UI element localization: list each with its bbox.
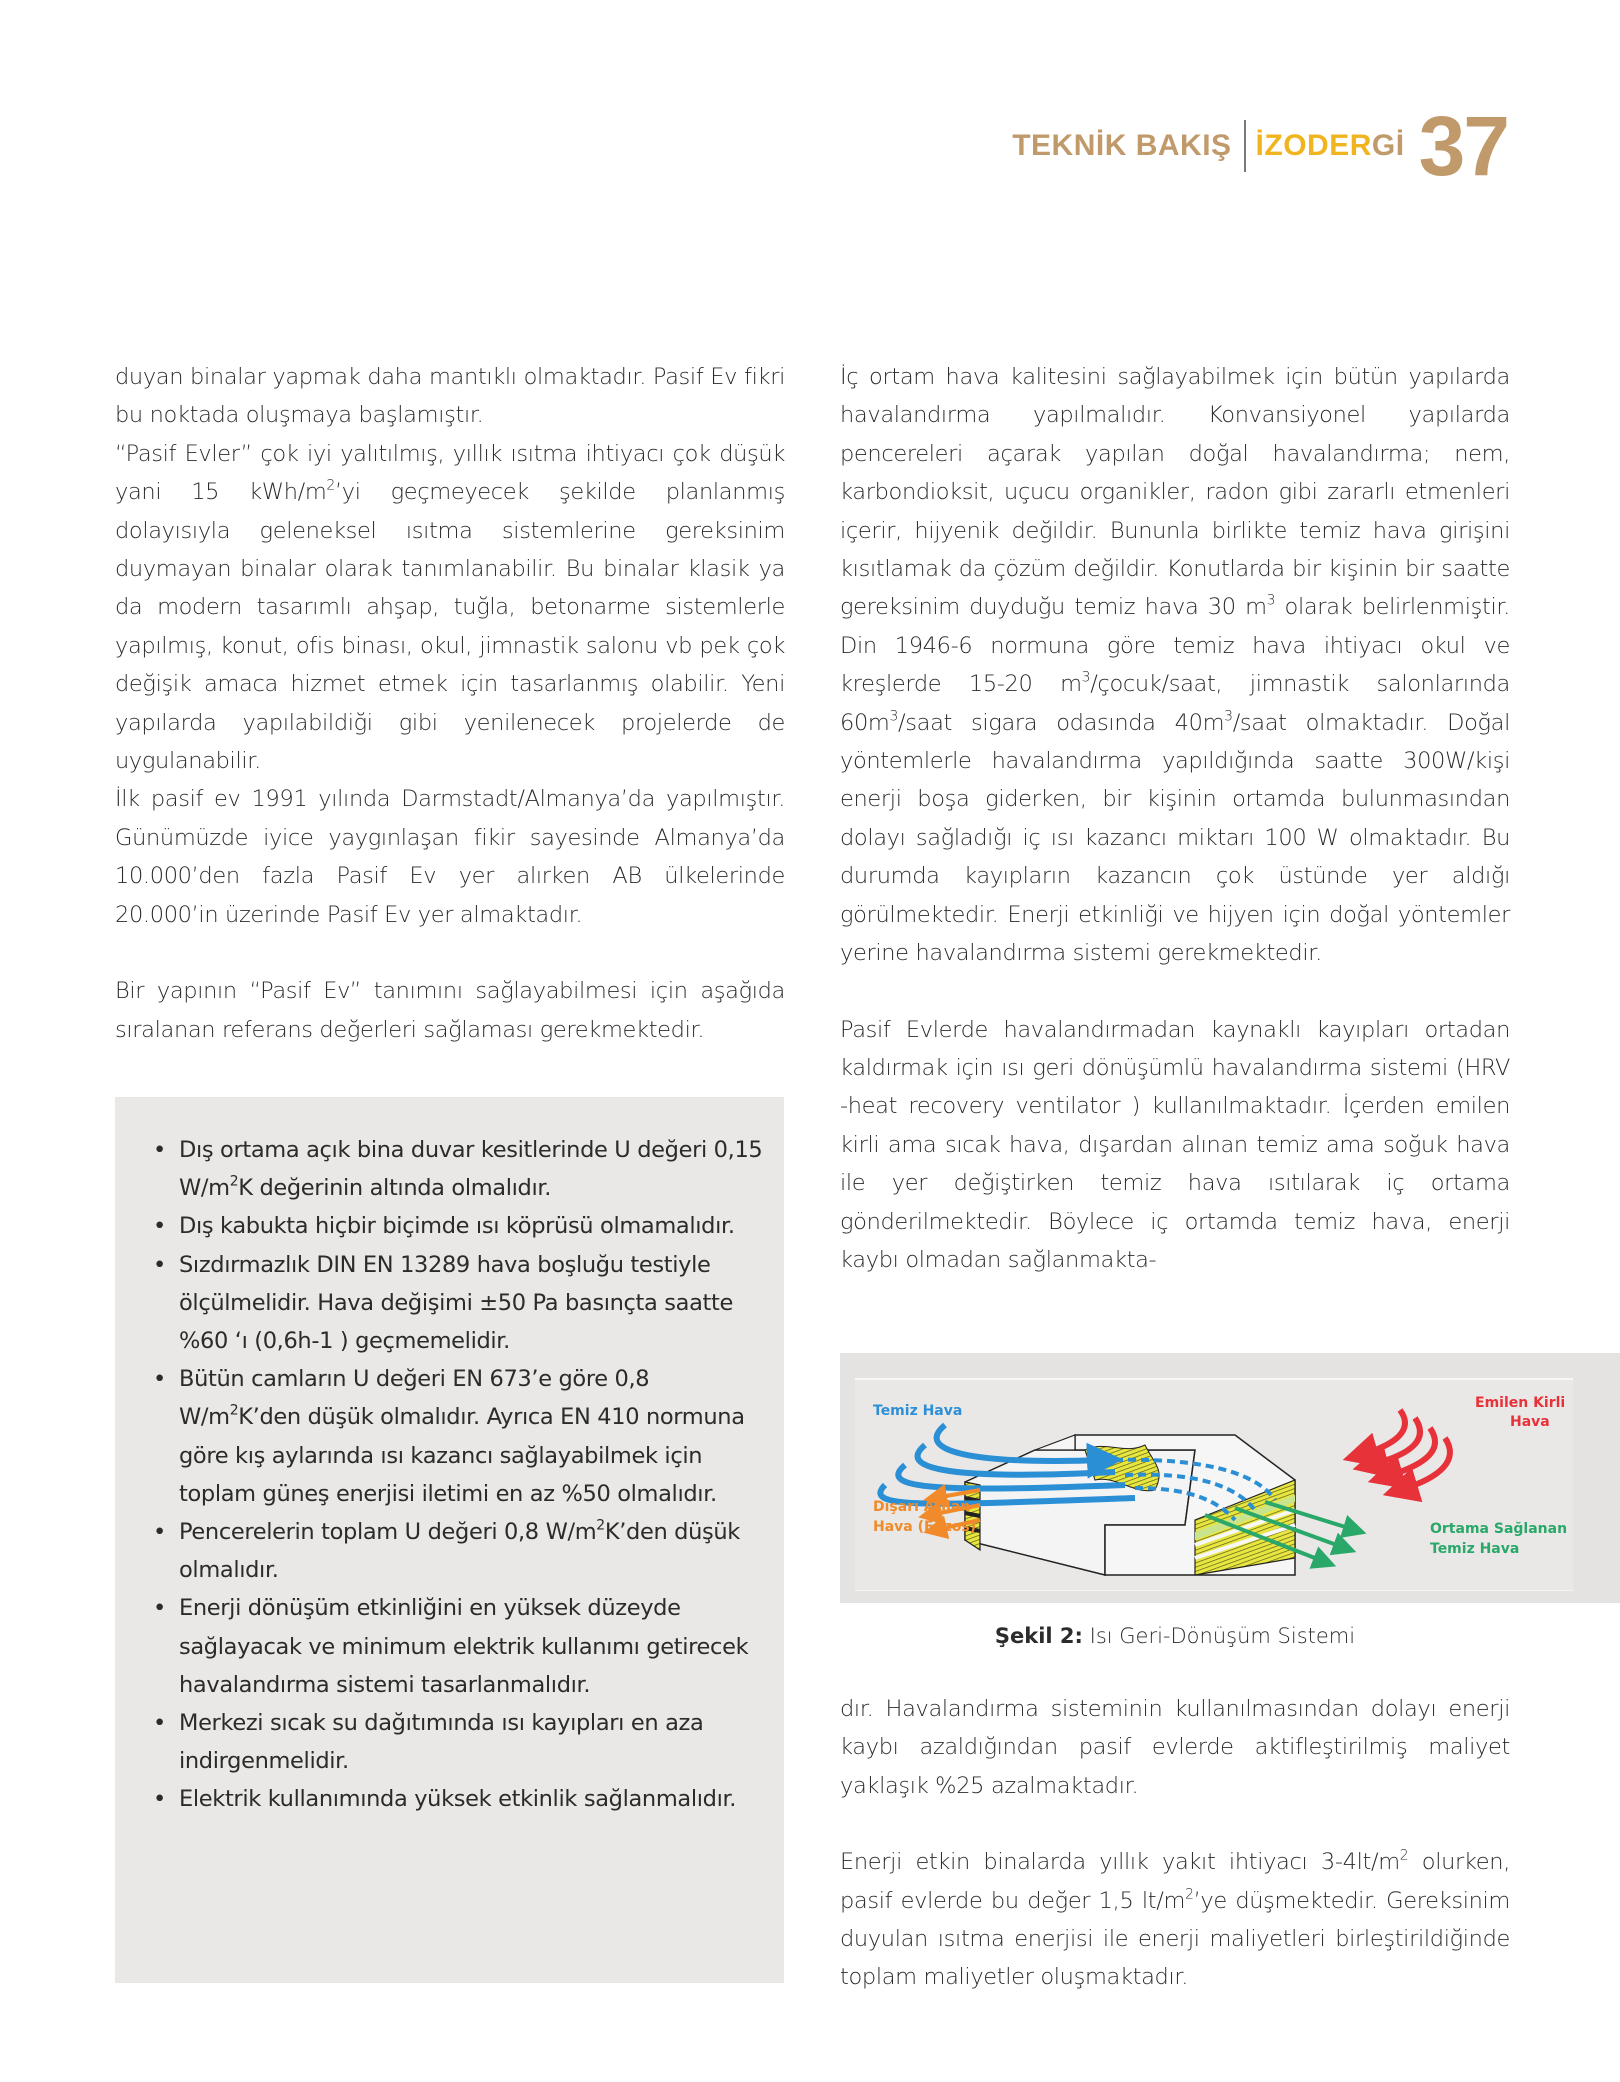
label-exhaust-1: Dışarı Atılan — [873, 1499, 971, 1515]
list-item-text: Pencerelerin toplam U değeri 0,8 $W/m^2K’den$ düşük olmalıdır. — [179, 1517, 740, 1584]
bullet-icon: • — [153, 1595, 166, 1622]
label-exhaust-2: Hava (Egzos) — [873, 1519, 977, 1535]
list-item-text: Elektrik kullanımında yüksek etkinlik sağlanmalıdır. — [179, 1786, 737, 1813]
page-header — [1012, 99, 1508, 193]
paragraph-fuel: Enerji etkin binalarda yıllık yakıt ihtiyacı $3-4lt/m^2$ olurken, pasif evlerde bu değer 1,5 $lt/m^2’ye$ düşmektedir. Gereksinim duyulan ısıtma enerjisi ile enerji maliyetleri birleştirildiğinde toplam maliyetler oluşmaktadır. — [840, 1847, 1510, 1991]
paragraph-pasif-evler: “Pasif Evler” çok iyi yalıtılmış, yıllık ısıtma ihtiyacı çok düşük yani 15 kWh/$m^2’yi$ geçmeyecek şekilde planlanmış dolayısıyla geleneksel ısıtma sistemlerine gereksinim duymayan binalar olarak tanımlanabilir. Bu binalar klasik ya da modern tasarımlı ahşap, tuğla, betonarme sistemlerle yapılmış, konut, ofis binası, okul, jimnastik salonu vb pek çok değişik amaca hizmet etmek için tasarlanmış olabilir. Yeni yapılarda yapılabildiği gibi yenilenecek projelerde de uygulanabilir. — [115, 440, 785, 775]
list-item — [153, 1513, 763, 1589]
bullet-icon: • — [153, 1786, 166, 1813]
list-item-text: Dış ortama açık bina duvar kesitlerinde U değeri 0,15 $W/m^2K$ değerinin altında olmalıdır. — [179, 1137, 763, 1202]
right-column — [840, 358, 1510, 1279]
bullet-icon: • — [153, 1251, 166, 1278]
list-item — [153, 1589, 763, 1704]
diagram-panel — [855, 1378, 1573, 1591]
paragraph-gap — [840, 1805, 1510, 1843]
paragraph: duyan binalar yapmak daha mantıklı olmaktadır. Pasif Ev fikri bu noktada oluşmaya başlamıştır. — [115, 364, 785, 429]
magazine-name-tail: Gİ — [1371, 129, 1405, 162]
list-item — [153, 1704, 763, 1780]
bullet-icon: • — [153, 1137, 166, 1163]
paragraph-ventilation: İç ortam hava kalitesini sağlayabilmek için bütün yapılarda havalandırma yapılmalıdır. Konvansiyonel yapılarda pencereleri açarak yapılan doğal havalandırma; nem, karbondioksit, uçucu organikler, radon gibi zararlı etmenleri içerir, hijyenik değildir. Bununla birlikte temiz hava girişini kısıtlamak da çözüm değildir. Konutlarda bir kişinin bir saatte gereksinim duyduğu temiz hava 30 $m^3$ olarak belirlenmiştir. Din 1946-6 normuna göre temiz hava ihtiyacı okul ve kreşlerde 15-20 $m^3/çocuk$/saat, jimnastik salonlarında $60m^3$/saat sigara odasında $40m^3$/saat olmaktadır. Doğal yöntemlerle havalandırma yapıldığında saatte 300W/kişi enerji boşa giderken, bir kişinin ortamda bulunmasından dolayı sağladığı iç ısı kazancı miktarı 100 W olmaktadır. Bu durumda kayıpların kazancın çok üstünde yer aldığı görülmektedir. Enerji etkinliği ve hijyen için doğal yöntemler yerine havalandırma sistemi gerekmektedir. — [840, 364, 1510, 967]
label-supplied-2: Temiz Hava — [1430, 1541, 1520, 1557]
caption-text: Isı Geri-Dönüşüm Sistemi — [1082, 1624, 1356, 1648]
list-item-text: Dış kabukta hiçbir biçimde ısı köprüsü olmamalıdır. — [179, 1213, 735, 1240]
bullet-icon: • — [153, 1519, 166, 1546]
paragraph-gap — [115, 934, 785, 972]
right-column-continued — [840, 1690, 1510, 1997]
paragraph: dır. Havalandırma sisteminin kullanılmasından dolayı enerji kaybı azaldığından pasif evlerde aktifleştirilmiş maliyet yaklaşık %25 azalmaktadır. — [840, 1696, 1510, 1799]
requirements-box — [115, 1097, 784, 1983]
bullet-icon: • — [153, 1710, 166, 1737]
list-item-text: Enerji dönüşüm etkinliğini en yüksek düzeyde sağlayacak ve minimum elektrik kullanımı getirecek havalandırma sistemi tasarlanmalıdır. — [179, 1595, 749, 1698]
magazine-name — [1256, 129, 1405, 163]
paragraph-gap — [840, 973, 1510, 1011]
figure-caption — [840, 1624, 1510, 1648]
paragraph-hrv: Pasif Evlerde havalandırmadan kaynaklı kayıpları ortadan kaldırmak için ısı geri dönüşümlü havalandırma sistemi (HRV -heat recovery ventilator ) kullanılmaktadır. İçerden emilen kirli ama sıcak hava, dışardan alınan temiz ama soğuk hava ile yer değiştirken temiz hava ısıtılarak iç ortama gönderilmektedir. Böylece iç ortamda temiz hava, enerji kaybı olmadan sağlanmakta- — [840, 1016, 1510, 1273]
bullet-icon: • — [153, 1366, 166, 1393]
paragraph: İlk pasif ev 1991 yılında Darmstadt/Almanya’da yapılmıştır. Günümüzde iyice yaygınlaşan fikir sayesinde Almanya’da 10.000’den fazla Pasif Ev yer alırken AB ülkelerinde 20.000’in üzerinde Pasif Ev yer almaktadır. — [115, 786, 785, 928]
label-fresh-air: Temiz Hava — [873, 1403, 963, 1419]
requirements-list — [153, 1131, 763, 1819]
list-item — [153, 1780, 763, 1818]
page-number: 37 — [1418, 99, 1508, 193]
list-item-text: Sızdırmazlık DIN EN 13289 hava boşluğu testiyle ölçülmelidir. Hava değişimi ±50 Pa basınçta saatte %60 ‘ı (0,6h-1 ) geçmemelidir. — [179, 1251, 733, 1355]
magazine-name-main: İZODER — [1255, 129, 1372, 162]
caption-label: Şekil 2: — [994, 1624, 1083, 1648]
list-item — [153, 1246, 763, 1361]
label-extracted-air-2: Hava — [1510, 1414, 1550, 1430]
left-column — [115, 358, 785, 1049]
header-divider — [1244, 120, 1246, 172]
list-item — [153, 1207, 763, 1245]
figure-heat-recovery — [840, 1353, 1620, 1603]
list-item — [153, 1360, 763, 1513]
paragraph: Bir yapının “Pasif Ev” tanımını sağlayabilmesi için aşağıda sıralanan referans değerleri sağlaması gerekmektedir. — [115, 978, 785, 1043]
label-supplied-1: Ortama Sağlanan — [1430, 1521, 1568, 1537]
section-title: TEKNİK BAKIŞ — [1012, 129, 1232, 162]
list-item — [153, 1131, 763, 1207]
list-item-text: Bütün camların U değeri EN 673’e göre 0,8 $W/m^2K’den$ düşük olmalıdır. Ayrıca EN 410 normuna göre kış aylarında ısı kazancı sağlayabilmek için toplam güneş enerjisi iletimi en az %50 olmalıdır. — [179, 1366, 745, 1507]
list-item-text: Merkezi sıcak su dağıtımında ısı kayıpları en aza indirgenmelidir. — [179, 1710, 704, 1775]
bullet-icon: • — [153, 1213, 166, 1240]
label-extracted-air-1: Emilen Kirli — [1475, 1395, 1566, 1411]
